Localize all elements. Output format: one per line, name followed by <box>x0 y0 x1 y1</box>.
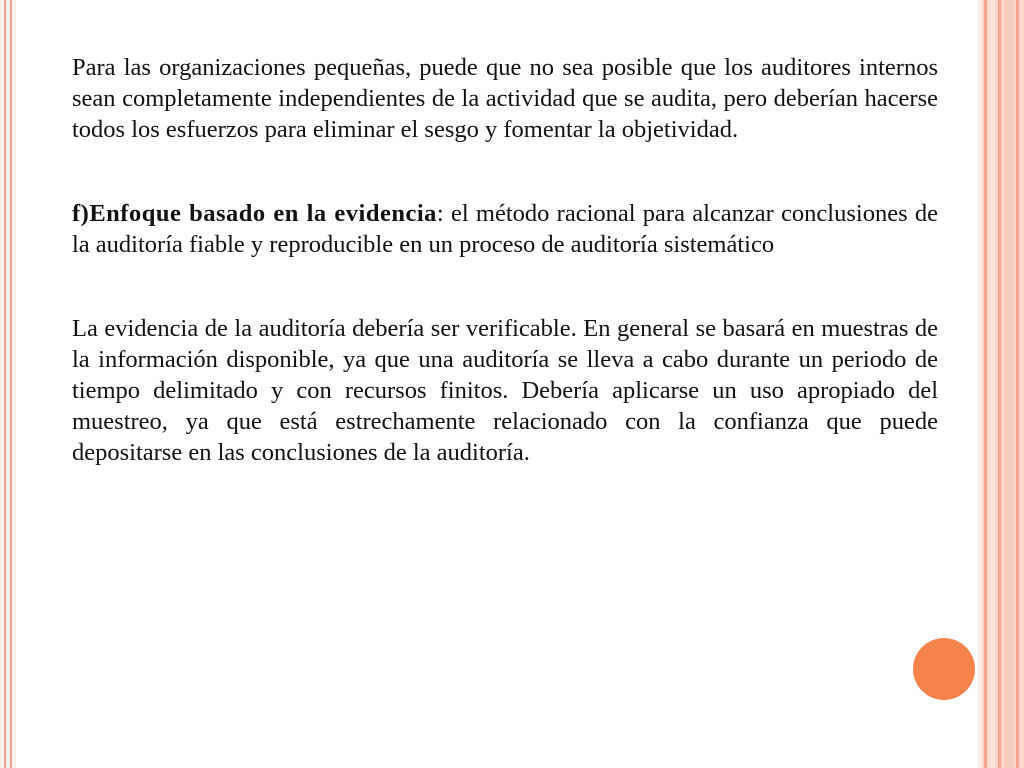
paragraph-text: : el método racional para alcanzar conclusiones de la auditoría fiable y reproducible en un proceso de auditoría sistemático <box>72 200 938 258</box>
paragraph-independence <box>72 52 938 145</box>
principle-term: f)Enfoque basado en la evidencia <box>72 200 437 227</box>
decorative-orange-circle <box>913 638 975 700</box>
right-border-decoration <box>978 0 1024 768</box>
paragraph-evidence-approach <box>72 198 938 260</box>
paragraph-text: La evidencia de la auditoría debería ser verificable. En general se basará en muestras de la información disponible, ya que una auditoría se lleva a cabo durante un periodo de tiempo delimitado y con recursos finitos. Debería aplicarse un uso apropiado del muestreo, ya que está estrechamente relacionado con la confianza que puede depositarse en las conclusiones de la auditoría. <box>72 315 938 466</box>
paragraph-audit-evidence <box>72 313 938 468</box>
left-border-decoration <box>0 0 16 768</box>
slide-body <box>72 52 938 468</box>
paragraph-text: Para las organizaciones pequeñas, puede que no sea posible que los auditores internos sean completamente independientes de la actividad que se audita, pero deberían hacerse todos los esfuerzos para eliminar el sesgo y fomentar la objetividad. <box>72 54 938 143</box>
